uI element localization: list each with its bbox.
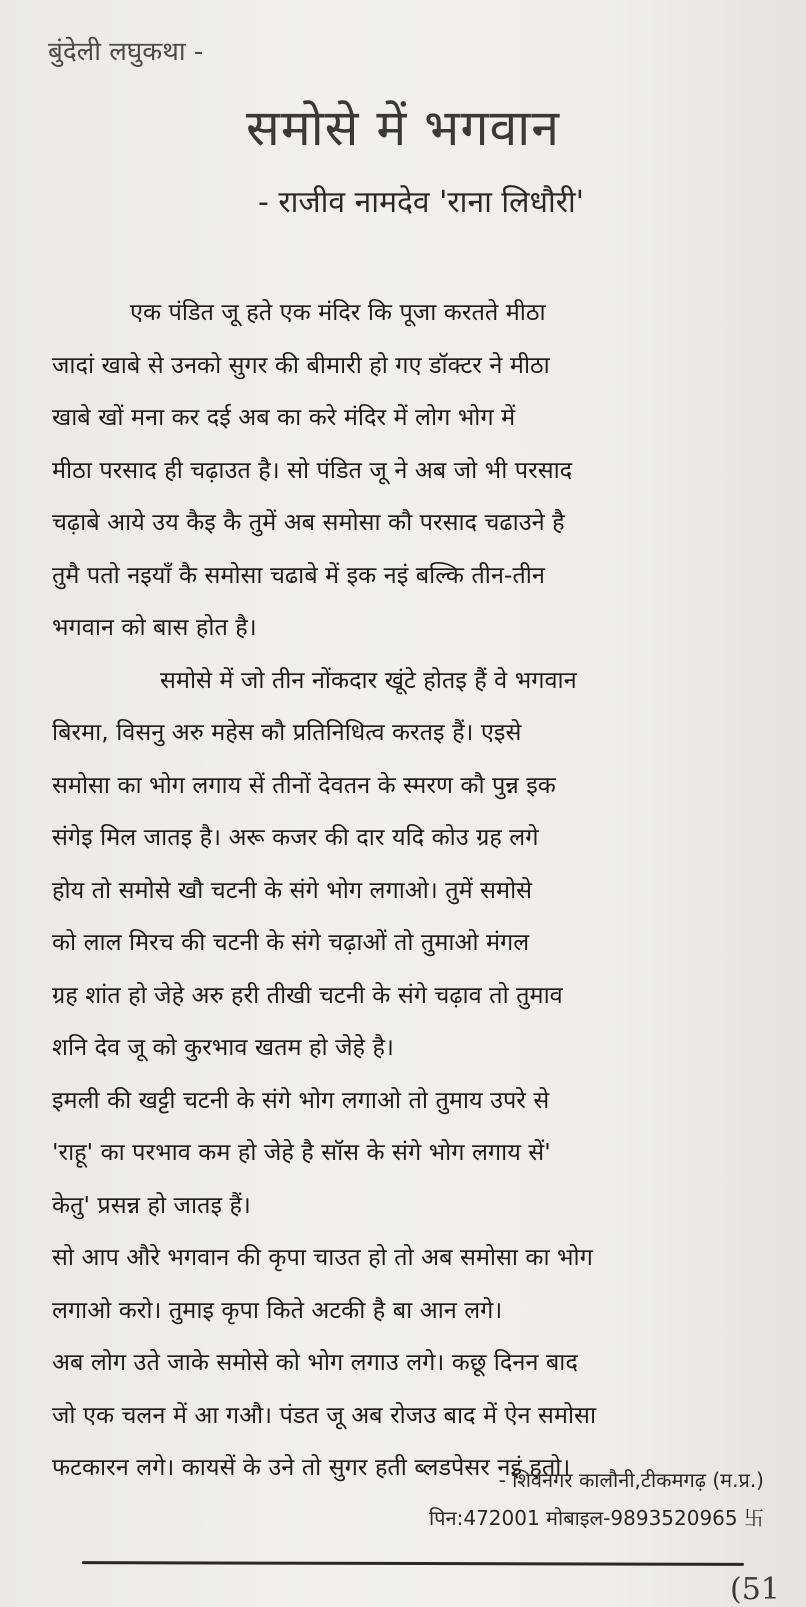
- story-line: मीठा परसाद ही चढ़ाउत है। सो पंडित जू ने अब जो भी परसाद: [52, 455, 573, 484]
- story-line: समोसा का भोग लगाय सें तीनों देवतन के स्मरण कौ पुन्न इक: [52, 770, 556, 799]
- story-line: सो आप औरे भगवान की कृपा चाउत हो तो अब समोसा का भोग: [52, 1243, 593, 1271]
- story-line: तुमै पतो नइयाँ कै समोसा चढाबे में इक नइं बल्कि तीन-तीन: [52, 560, 545, 589]
- story-line: केतु' प्रसन्न हो जातइ हैं।: [52, 1190, 251, 1219]
- footer-divider: [82, 1561, 744, 1566]
- story-line: जादां खाबे से उनको सुगर की बीमारी हो गए डॉक्टर ने मीठा: [52, 350, 550, 379]
- story-line: संगेइ मिल जातइ है। अरू कजर की दार यदि कोउ ग्रह लगे: [52, 823, 539, 851]
- story-line: होय तो समोसे खौ चटनी के संगे भोग लगाओ। तुमें समोसे: [52, 875, 533, 904]
- story-line: खाबे खों मना कर दई अब का करे मंदिर में लोग भोग में: [52, 403, 516, 431]
- story-line: जो एक चलन में आ गऔ। पंडत जू अब रोजउ बाद में ऐन समोसा: [52, 1400, 597, 1429]
- story-title: समोसे में भगवान: [246, 99, 560, 157]
- story-line: अब लोग उते जाके समोसे को भोग लगाउ लगे। कछू दिनन बाद: [52, 1348, 578, 1376]
- author-byline: - राजीव नामदेव 'राना लिधौरी': [258, 185, 585, 220]
- story-line: ग्रह शांत हो जेहे अरु हरी तीखी चटनी के संगे चढ़ाव तो तुमाव: [52, 980, 563, 1009]
- story-line: इमली की खट्टी चटनी के संगे भोग लगाओ तो तुमाय उपरे से: [52, 1085, 550, 1114]
- story-body: [52, 286, 772, 1494]
- story-line: चढ़ाबे आये उय कैइ कै तुमें अब समोसा कौ परसाद चढाउने है: [52, 508, 565, 536]
- address-line: - शिवनगर कालौनी,टीकमगढ़ (म.प्र.): [498, 1468, 764, 1492]
- author-address: [429, 1461, 764, 1537]
- category-label: बुंदेली लघुकथा -: [48, 37, 204, 67]
- story-line: को लाल मिरच की चटनी के संगे चढ़ाओं तो तुमाओ मंगल: [52, 928, 530, 956]
- story-line: 'राहू' का परभाव कम हो जेहे है सॉस के संगे भोग लगाय सें': [52, 1138, 551, 1166]
- story-line: लगाओ करो। तुमाइ कृपा किते अटकी है बा आन लगे।: [52, 1295, 503, 1324]
- story-line: भगवान को बास होत है।: [52, 613, 257, 641]
- contact-line: पिन:472001 मोबाइल-9893520965 卐: [428, 1506, 764, 1530]
- story-line: बिरमा, विसनु अरु महेस कौ प्रतिनिधित्व करतइ हैं। एइसे: [52, 718, 522, 746]
- story-line: फटकारन लगे। कायसें के उने तो सुगर हती ब्लडपेसर नइं हतो।: [52, 1453, 571, 1481]
- page-number: (51: [730, 1572, 780, 1607]
- story-line: एक पंडित जू हते एक मंदिर कि पूजा करतते मीठा: [130, 298, 546, 326]
- story-line: समोसे में जो तीन नोंकदार खूंटे होतइ हैं वे भगवान: [160, 665, 577, 694]
- story-line: शनि देव जू को कुरभाव खतम हो जेहे है।: [52, 1033, 394, 1061]
